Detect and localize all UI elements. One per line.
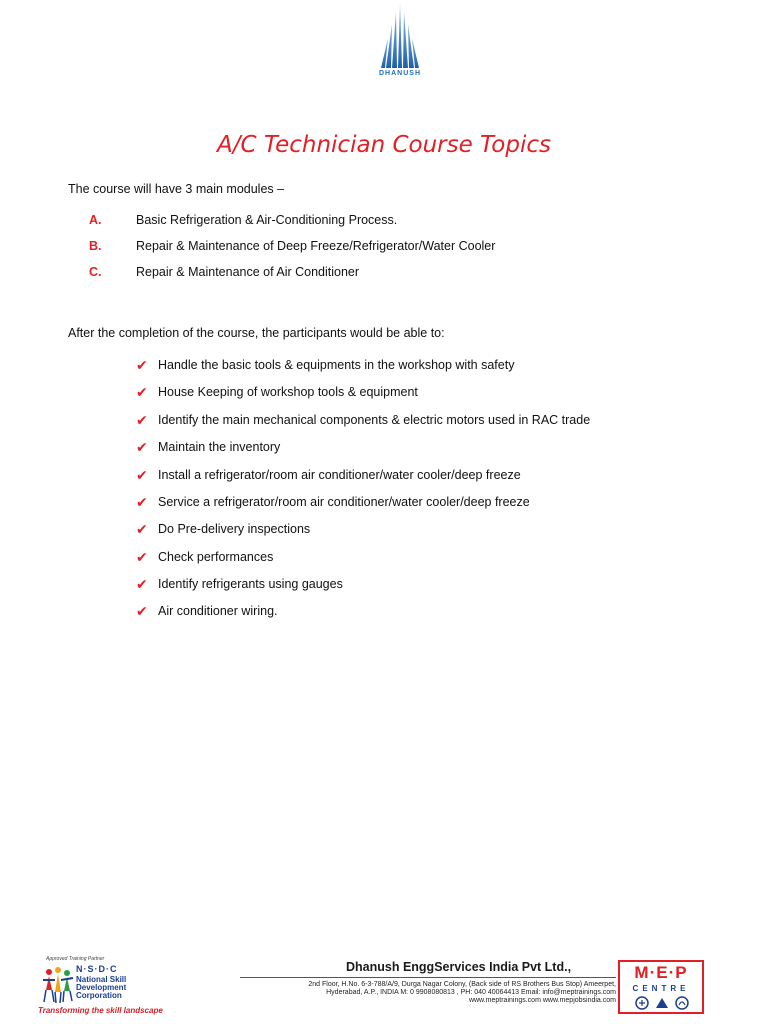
outcome-item bbox=[0, 412, 720, 432]
dhanush-logo bbox=[368, 4, 432, 84]
outcome-item bbox=[0, 384, 720, 404]
check-mark-icon: ✔ bbox=[136, 494, 148, 510]
module-letter: B. bbox=[89, 239, 102, 253]
nsdc-abbreviation: N·S·D·C bbox=[76, 964, 118, 974]
check-mark-icon: ✔ bbox=[136, 603, 148, 619]
outcome-text: Service a refrigerator/room air conditioner/water cooler/deep freeze bbox=[158, 495, 530, 509]
outcome-text: Handle the basic tools & equipments in the workshop with safety bbox=[158, 358, 515, 372]
outcome-item bbox=[0, 357, 720, 377]
module-text: Repair & Maintenance of Deep Freeze/Refrigerator/Water Cooler bbox=[136, 239, 496, 253]
outcome-text: Maintain the inventory bbox=[158, 440, 281, 454]
intro-text: The course will have 3 main modules – bbox=[68, 182, 285, 196]
nsdc-approved-label: Approved Training Partner bbox=[46, 956, 105, 962]
company-name: Dhanush EnggServices India Pvt Ltd., bbox=[346, 960, 572, 974]
outcome-text: House Keeping of workshop tools & equipment bbox=[158, 385, 418, 399]
outcome-text: Check performances bbox=[158, 550, 274, 564]
address-line: Hyderabad, A.P., INDIA M: 0 9908080813 , PH: 040 40064413 Email: info@meptrainings.com bbox=[326, 989, 616, 996]
mep-symbols-icon bbox=[634, 996, 690, 1010]
mep-title: M·E·P bbox=[634, 963, 688, 982]
footer-divider bbox=[240, 977, 616, 978]
check-mark-icon: ✔ bbox=[136, 549, 148, 565]
nsdc-full-name: National Skill Development Corporation bbox=[76, 975, 127, 1000]
people-figures-icon bbox=[40, 966, 74, 1004]
address-line: 2nd Floor, H.No. 6-3-788/A/9, Durga Nagar Colony, (Back side of RS Brothers Bus Stop) Ameerpet, bbox=[308, 981, 616, 988]
module-text: Repair & Maintenance of Air Conditioner bbox=[136, 265, 360, 279]
check-mark-icon: ✔ bbox=[136, 357, 148, 373]
outcome-text: Identify the main mechanical components & electric motors used in RAC trade bbox=[158, 413, 591, 427]
mep-centre-label: CENTRE bbox=[632, 984, 690, 993]
module-text: Basic Refrigeration & Air-Conditioning Process. bbox=[136, 213, 398, 227]
outcome-item bbox=[0, 521, 720, 541]
outcome-text: Install a refrigerator/room air conditioner/water cooler/deep freeze bbox=[158, 468, 521, 482]
check-mark-icon: ✔ bbox=[136, 384, 148, 400]
outcome-text: Identify refrigerants using gauges bbox=[158, 577, 343, 591]
mep-centre-logo bbox=[618, 960, 704, 1014]
after-completion-text: After the completion of the course, the participants would be able to: bbox=[68, 326, 445, 340]
check-mark-icon: ✔ bbox=[136, 576, 148, 592]
outcome-item bbox=[0, 549, 720, 569]
website-line: www.meptrainings.com www.mepjobsindia.com bbox=[468, 997, 616, 1004]
module-item bbox=[0, 239, 700, 257]
outcome-item bbox=[0, 494, 720, 514]
module-letter: A. bbox=[89, 213, 102, 227]
outcome-item bbox=[0, 576, 720, 596]
module-letter: C. bbox=[89, 265, 102, 279]
check-mark-icon: ✔ bbox=[136, 467, 148, 483]
nsdc-logo bbox=[36, 956, 163, 1020]
outcome-item bbox=[0, 467, 720, 487]
module-item bbox=[0, 213, 700, 231]
page-title: A/C Technician Course Topics bbox=[217, 132, 551, 158]
page-footer bbox=[0, 950, 768, 1024]
logo-wordmark: DHANUSH bbox=[379, 70, 421, 77]
nsdc-tagline: Transforming the skill landscape bbox=[38, 1006, 163, 1015]
tower-logo-icon bbox=[380, 4, 420, 70]
module-item bbox=[0, 265, 700, 283]
outcome-item bbox=[0, 603, 720, 623]
outcome-item bbox=[0, 439, 720, 459]
outcome-text: Do Pre-delivery inspections bbox=[158, 522, 311, 536]
check-mark-icon: ✔ bbox=[136, 521, 148, 537]
check-mark-icon: ✔ bbox=[136, 439, 148, 455]
outcome-text: Air conditioner wiring. bbox=[158, 604, 278, 618]
check-mark-icon: ✔ bbox=[136, 412, 148, 428]
